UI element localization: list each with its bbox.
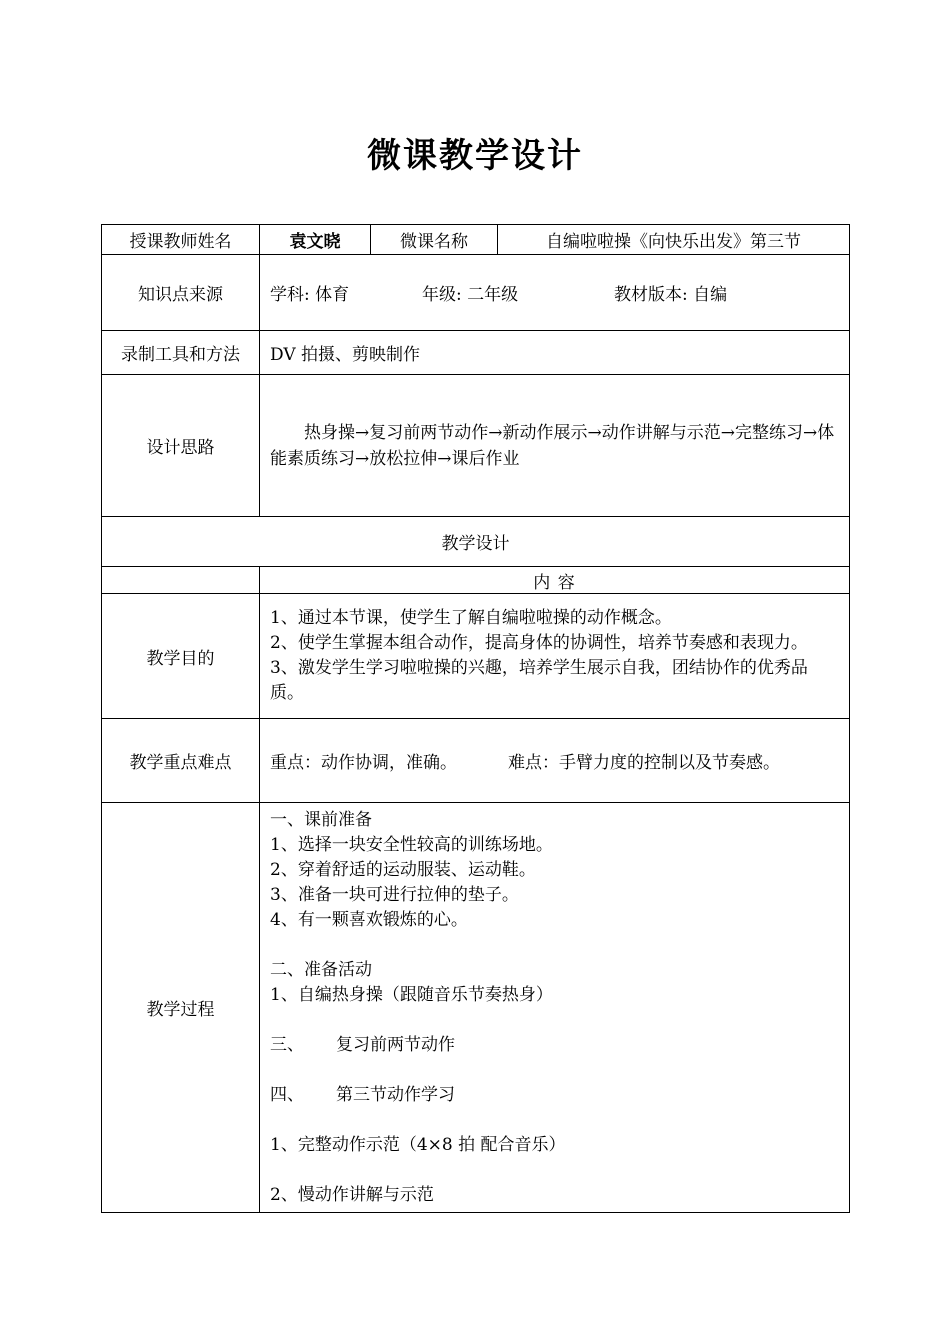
objective-list <box>260 594 850 719</box>
design-heading-row <box>102 517 850 567</box>
process-text: 第三节动作学习 <box>336 1085 455 1105</box>
process-line: 2、穿着舒适的运动服装、运动鞋。 <box>270 860 536 880</box>
process-line <box>270 1083 841 1108</box>
idea-label: 设计思路 <box>102 375 260 517</box>
objective-item: 3、激发学生学习啦啦操的兴趣，培养学生展示自我，团结协作的优秀品质。 <box>270 658 808 703</box>
process-content <box>260 803 850 1213</box>
teacher-row <box>102 225 850 255</box>
process-line: 4、有一颗喜欢锻炼的心。 <box>270 910 468 930</box>
objective-label: 教学目的 <box>102 594 260 719</box>
tools-label: 录制工具和方法 <box>102 331 260 375</box>
process-text: 复习前两节动作 <box>336 1035 455 1055</box>
source-label: 知识点来源 <box>102 255 260 331</box>
grade-text: 年级: 二年级 <box>422 285 519 305</box>
process-line: 一、课前准备 <box>270 810 372 830</box>
edition-text: 教材版本: 自编 <box>614 285 728 305</box>
tools-row <box>102 331 850 375</box>
course-name: 自编啦啦操《向快乐出发》第三节 <box>498 225 850 255</box>
keypoint-label: 教学重点难点 <box>102 719 260 803</box>
content-heading-row <box>102 567 850 594</box>
process-number: 四、 <box>270 1085 304 1105</box>
source-row <box>102 255 850 331</box>
difficulty-text: 难点：手臂力度的控制以及节奏感。 <box>508 753 780 773</box>
idea-value: 热身操→复习前两节动作→新动作展示→动作讲解与示范→完整练习→体能素质练习→放松拉伸→课后作业 <box>260 375 850 517</box>
objective-item: 2、使学生掌握本组合动作，提高身体的协调性，培养节奏感和表现力。 <box>270 633 808 653</box>
objective-row <box>102 594 850 719</box>
design-heading: 教学设计 <box>102 517 850 567</box>
lesson-design-table <box>101 224 850 1213</box>
keypoint-text: 重点：动作协调，准确。 <box>270 753 457 773</box>
process-row <box>102 803 850 1213</box>
process-line: 1、完整动作示范（4×8 拍 配合音乐） <box>270 1135 566 1155</box>
subject-text: 学科: 体育 <box>270 285 350 305</box>
process-line: 1、自编热身操（跟随音乐节奏热身） <box>270 985 553 1005</box>
process-line: 1、选择一块安全性较高的训练场地。 <box>270 835 553 855</box>
process-line: 3、准备一块可进行拉伸的垫子。 <box>270 885 519 905</box>
content-heading: 内 容 <box>260 567 850 594</box>
source-value <box>260 255 850 331</box>
page-title: 微课教学设计 <box>367 136 583 176</box>
content-heading-blank <box>102 567 260 594</box>
process-line: 2、慢动作讲解与示范 <box>270 1185 434 1205</box>
teacher-name: 袁文晓 <box>260 225 371 255</box>
keypoint-row <box>102 719 850 803</box>
keypoint-value <box>260 719 850 803</box>
process-line: 二、准备活动 <box>270 960 372 980</box>
process-line <box>270 1033 841 1058</box>
objective-item: 1、通过本节课，使学生了解自编啦啦操的动作概念。 <box>270 608 672 628</box>
course-label: 微课名称 <box>371 225 498 255</box>
teacher-label: 授课教师姓名 <box>102 225 260 255</box>
process-label: 教学过程 <box>102 803 260 1213</box>
tools-value: DV 拍摄、剪映制作 <box>260 331 850 375</box>
idea-row <box>102 375 850 517</box>
process-number: 三、 <box>270 1035 304 1055</box>
